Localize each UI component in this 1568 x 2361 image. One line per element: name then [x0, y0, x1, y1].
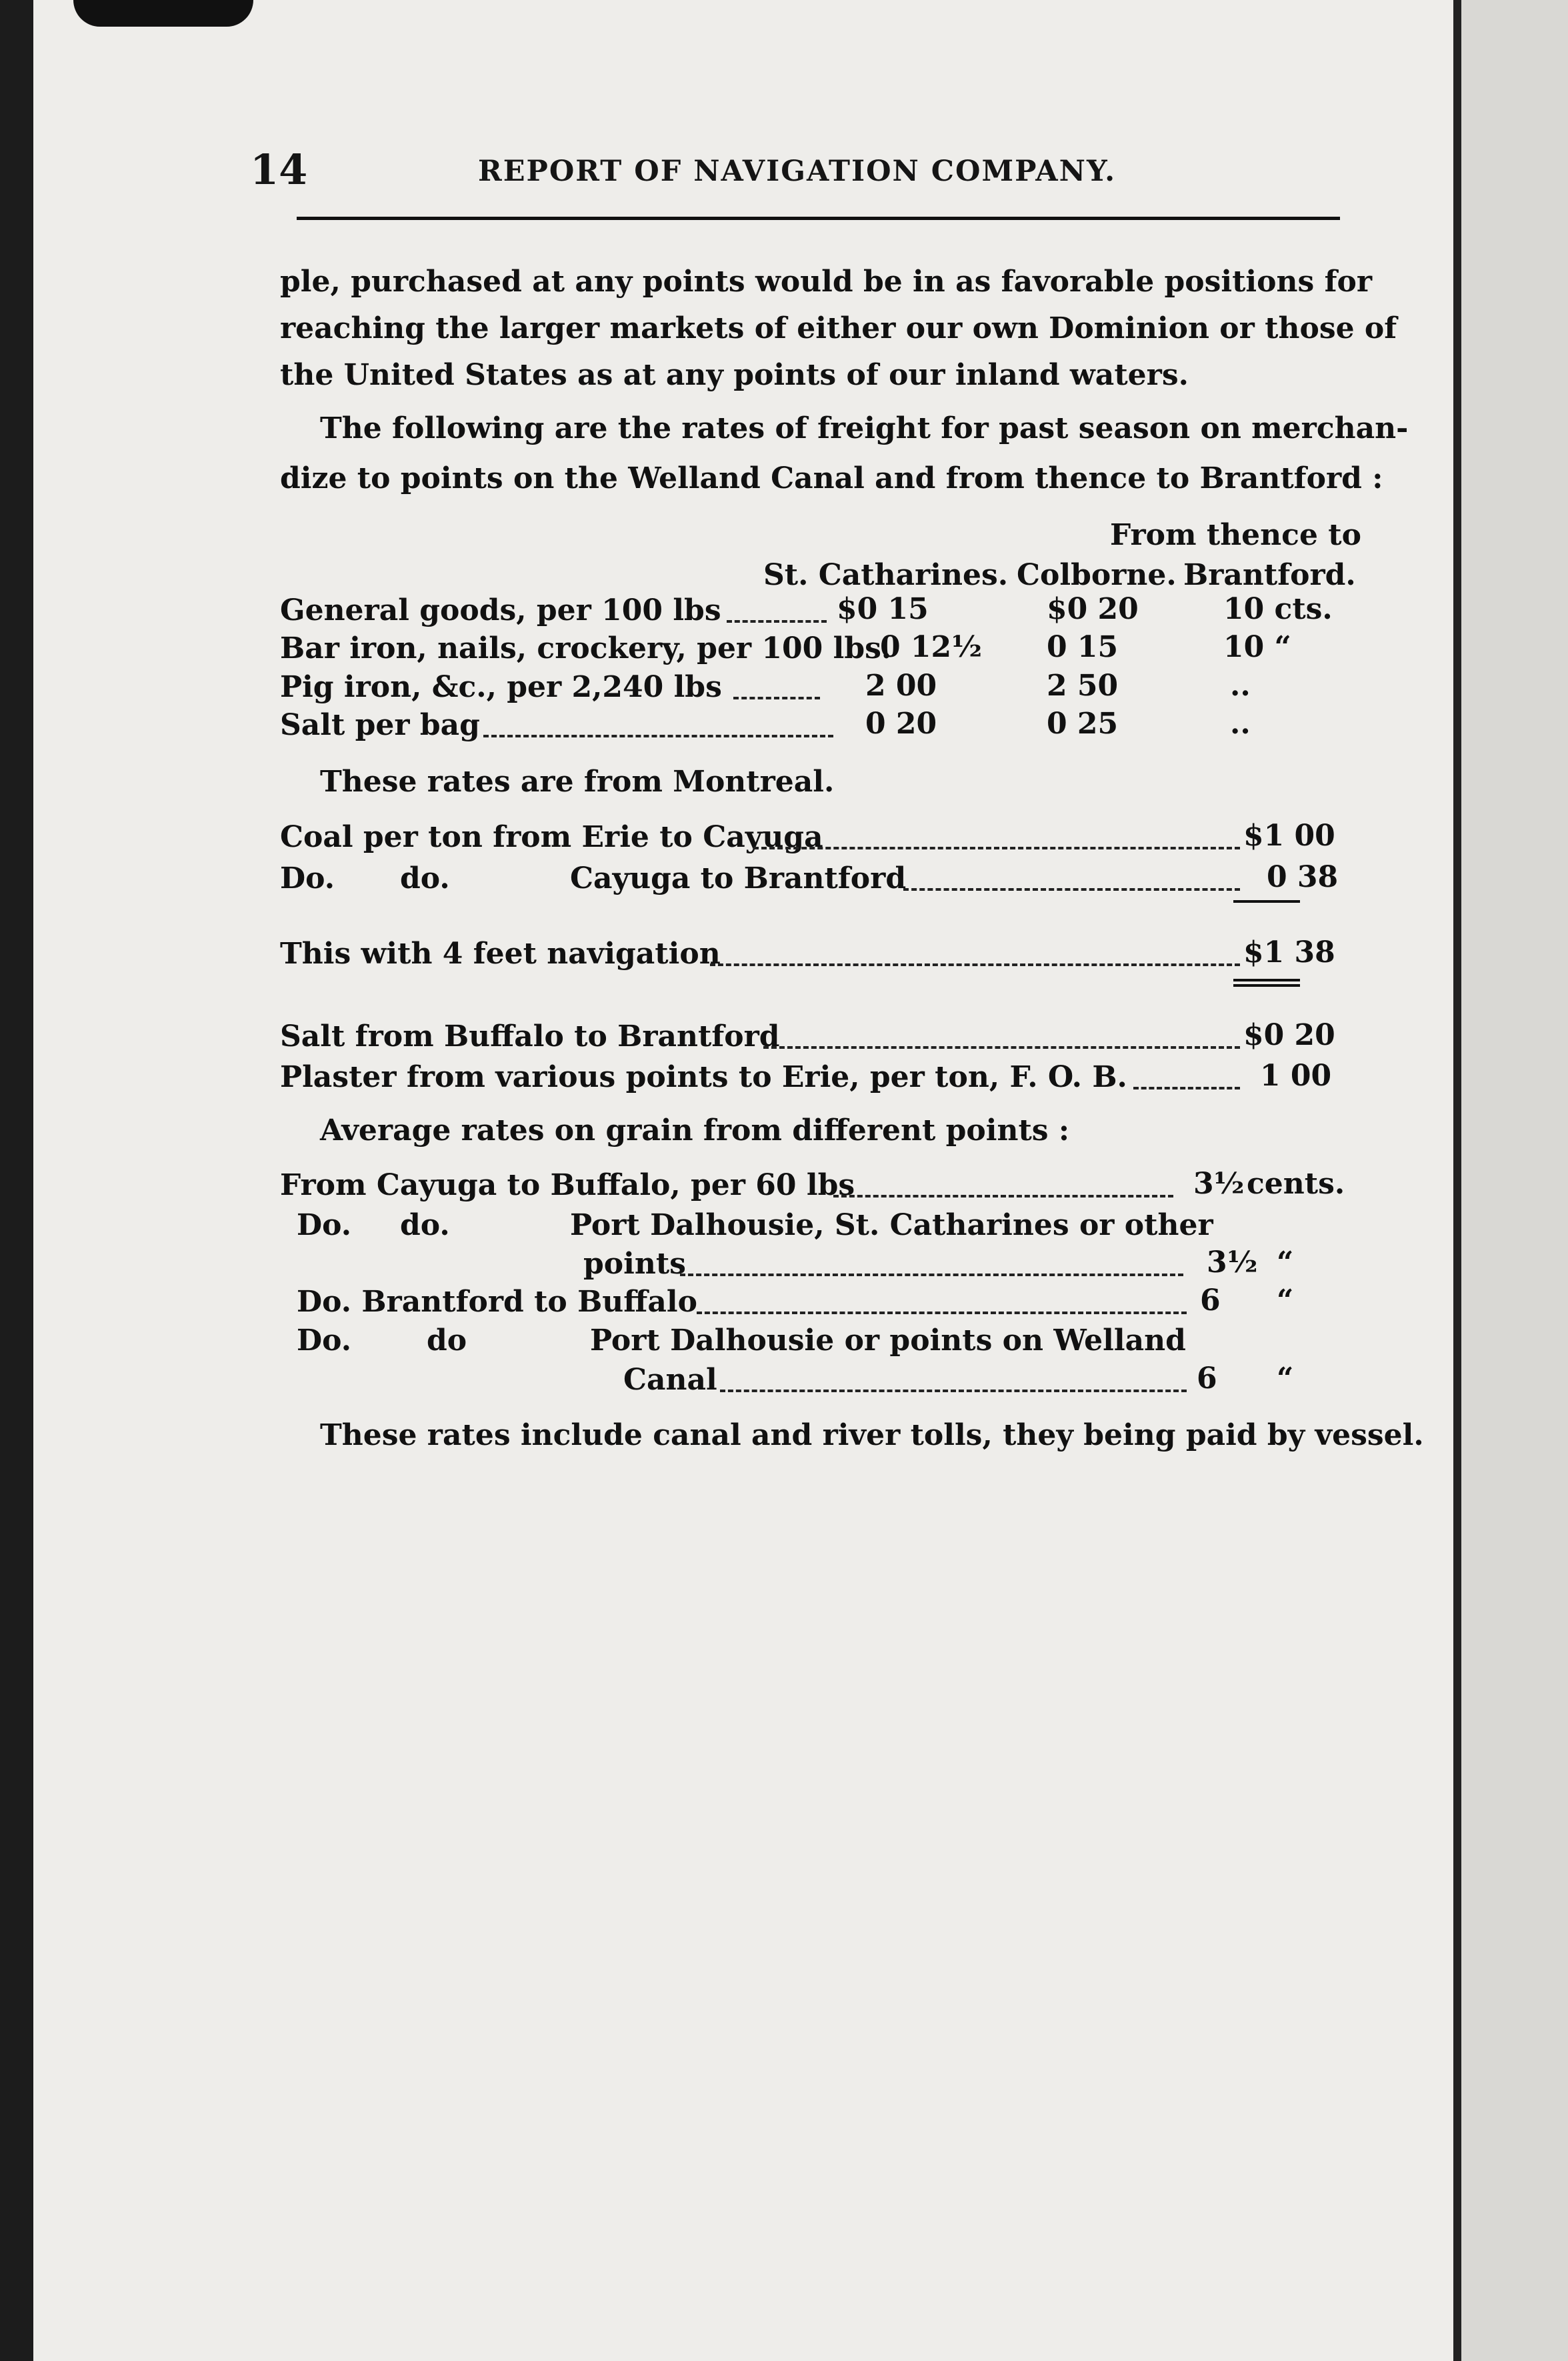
- grain-row-4-ditto: Do.: [297, 1324, 352, 1358]
- grain-row-4-unit: “: [1277, 1362, 1294, 1396]
- ink-blot: [73, 0, 253, 27]
- page-number: 14: [250, 145, 308, 194]
- total-rule: [1233, 979, 1300, 981]
- grain-row-2-value: 3½: [1207, 1246, 1258, 1280]
- st-catharines-value: 0 12½: [880, 630, 983, 664]
- grain-row-2-ditto: Do.: [297, 1208, 352, 1242]
- leader-dots: [903, 888, 1240, 891]
- colborne-value: 0 25: [1047, 707, 1119, 741]
- sum-rule: [1233, 900, 1300, 903]
- grain-row-1-label: From Cayuga to Buffalo, per 60 lbs: [280, 1168, 855, 1202]
- row-label: Bar iron, nails, crockery, per 100 lbs.: [280, 631, 892, 665]
- grain-heading: Average rates on grain from different points :: [320, 1113, 1070, 1147]
- leader-dots: [710, 963, 1240, 966]
- coal-total-label: This with 4 feet navigation: [280, 937, 721, 971]
- coal-row-2-label: Cayuga to Brantford: [570, 861, 907, 895]
- row-label: General goods, per 100 lbs: [280, 593, 721, 627]
- grain-row-1-unit: cents.: [1247, 1167, 1345, 1201]
- page-header: [250, 145, 1340, 199]
- brantford-value: ..: [1230, 669, 1251, 703]
- grain-row-3-label: Do. Brantford to Buffalo: [297, 1285, 697, 1319]
- grain-row-4-value: 6: [1197, 1362, 1217, 1396]
- grain-row-4-label: Port Dalhousie or points on Welland: [590, 1324, 1186, 1358]
- brantford-value: 10 cts.: [1223, 592, 1333, 626]
- grain-row-4-do: do: [427, 1324, 467, 1358]
- st-catharines-value: 2 00: [865, 669, 937, 703]
- leader-dots: [1133, 1087, 1240, 1089]
- plaster-label: Plaster from various points to Erie, per ton, F. O. B.: [280, 1060, 1127, 1094]
- column-colborne: Colborne.: [1017, 558, 1177, 592]
- colborne-value: $0 20: [1047, 592, 1139, 626]
- grain-row-1-value: 3½: [1193, 1167, 1245, 1201]
- grain-row-2-unit: “: [1277, 1246, 1294, 1280]
- leader-dots: [720, 1390, 1187, 1392]
- paragraph-1-line-1: ple, purchased at any points would be in as favorable positions for: [280, 265, 1373, 299]
- coal-row-1-label: Coal per ton from Erie to Cayuga: [280, 820, 823, 854]
- leader-dots: [733, 697, 820, 699]
- header-rule: [297, 217, 1340, 220]
- coal-row-2-ditto: Do.: [280, 861, 335, 895]
- total-rule: [1233, 984, 1300, 987]
- column-st-catharines: St. Catharines.: [763, 558, 1009, 592]
- brantford-value: 10 “: [1223, 630, 1291, 664]
- coal-row-2-do: do.: [400, 861, 450, 895]
- leader-dots: [483, 735, 833, 737]
- leader-dots: [833, 1195, 1173, 1198]
- brantford-value: ..: [1230, 707, 1251, 741]
- grain-row-3-unit: “: [1277, 1284, 1294, 1318]
- grain-row-3-value: 6: [1200, 1284, 1221, 1318]
- rates-note: These rates are from Montreal.: [320, 765, 835, 799]
- paragraph-2-line-1: The following are the rates of freight for past season on merchan-: [320, 411, 1409, 445]
- leader-dots: [753, 847, 1240, 849]
- leader-dots: [680, 1274, 1183, 1276]
- grain-row-2-continued: points: [583, 1247, 686, 1281]
- row-label: Pig iron, &c., per 2,240 lbs: [280, 670, 722, 704]
- running-head: REPORT OF NAVIGATION COMPANY.: [478, 155, 1117, 188]
- coal-total-value: $1 38: [1243, 935, 1335, 969]
- grain-row-2-label: Port Dalhousie, St. Catharines or other: [570, 1208, 1213, 1242]
- st-catharines-value: $0 15: [837, 592, 929, 626]
- paragraph-2-line-2: dize to points on the Welland Canal and from thence to Brantford :: [280, 461, 1383, 495]
- leader-dots: [727, 620, 827, 623]
- from-thence-to-label: From thence to: [1110, 518, 1361, 552]
- colborne-value: 0 15: [1047, 630, 1119, 664]
- grain-row-4-continued: Canal: [623, 1363, 717, 1397]
- plaster-value: 1 00: [1260, 1059, 1332, 1093]
- adjacent-page-text: [1467, 360, 1567, 2094]
- salt-label: Salt from Buffalo to Brantford: [280, 1019, 780, 1053]
- paragraph-1-line-3: the United States as at any points of our inland waters.: [280, 358, 1189, 392]
- row-label: Salt per bag: [280, 708, 480, 742]
- st-catharines-value: 0 20: [865, 707, 937, 741]
- coal-row-1-value: $1 00: [1243, 819, 1335, 853]
- column-brantford: Brantford.: [1183, 558, 1356, 592]
- colborne-value: 2 50: [1047, 669, 1119, 703]
- leader-dots: [697, 1312, 1187, 1314]
- salt-value: $0 20: [1243, 1018, 1335, 1052]
- leader-dots: [763, 1046, 1240, 1049]
- grain-row-2-do: do.: [400, 1208, 450, 1242]
- paragraph-1-line-2: reaching the larger markets of either our own Dominion or those of: [280, 311, 1397, 345]
- closing-note: These rates include canal and river tolls, they being paid by vessel.: [320, 1418, 1424, 1452]
- coal-row-2-value: 0 38: [1267, 860, 1339, 894]
